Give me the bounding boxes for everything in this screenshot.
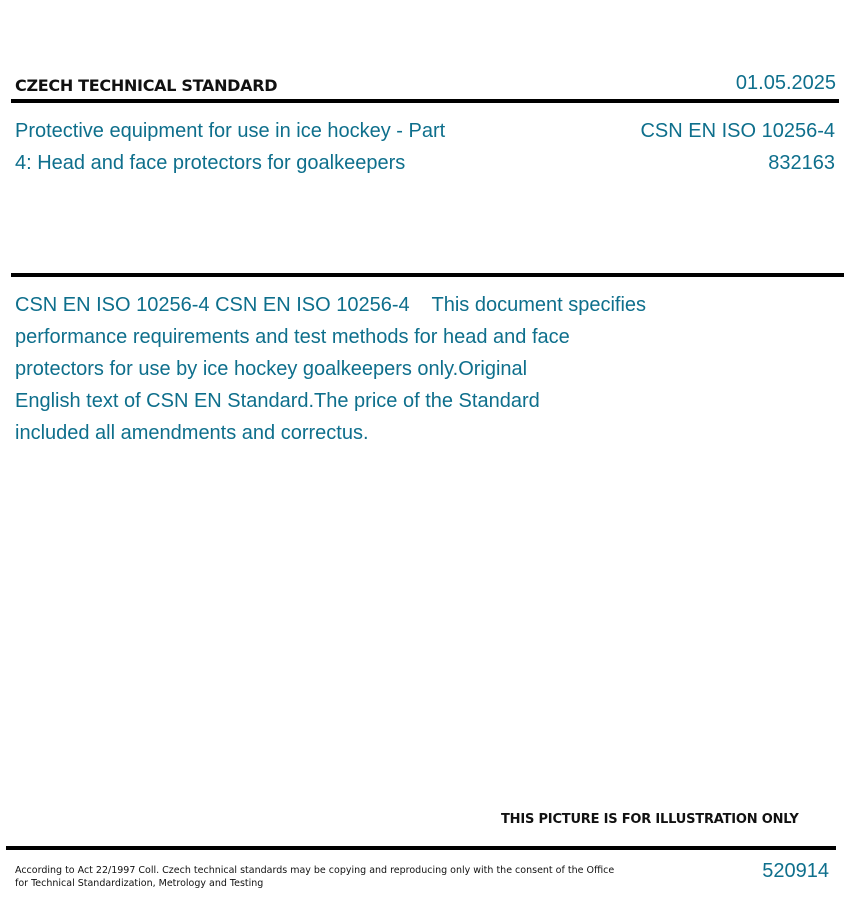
standard-title-line: 4: Head and face protectors for goalkeepers xyxy=(15,152,406,174)
standard-title xyxy=(15,115,515,179)
description-line: protectors for use by ice hockey goalkeepers only.Original xyxy=(15,358,528,380)
legal-notice xyxy=(15,864,615,890)
standard-code: CSN EN ISO 10256-4 xyxy=(640,120,835,142)
description-line: included all amendments and correctus. xyxy=(15,422,369,444)
description-line: English text of CSN EN Standard.The price of the Standard xyxy=(15,390,540,412)
footer-divider xyxy=(6,846,836,850)
classification-number: 832163 xyxy=(768,152,835,174)
standard-description xyxy=(15,289,715,449)
standard-type-label: CZECH TECHNICAL STANDARD xyxy=(15,76,278,95)
catalog-number: 520914 xyxy=(762,860,829,882)
illustration-note: THIS PICTURE IS FOR ILLUSTRATION ONLY xyxy=(501,812,799,827)
publication-date: 01.05.2025 xyxy=(735,72,836,94)
description-line: CSN EN ISO 10256-4 CSN EN ISO 10256-4 This document specifies xyxy=(15,294,647,316)
legal-notice-line: According to Act 22/1997 Coll. Czech technical standards may be copying and reproducing only with the consent of the Office xyxy=(15,865,615,876)
standard-identifiers xyxy=(640,115,835,179)
section-divider xyxy=(11,273,844,277)
description-line: performance requirements and test methods for head and face xyxy=(15,326,570,348)
header-divider xyxy=(11,99,839,103)
standard-title-line: Protective equipment for use in ice hockey - Part xyxy=(15,120,446,142)
legal-notice-line: for Technical Standardization, Metrology and Testing xyxy=(15,878,264,889)
